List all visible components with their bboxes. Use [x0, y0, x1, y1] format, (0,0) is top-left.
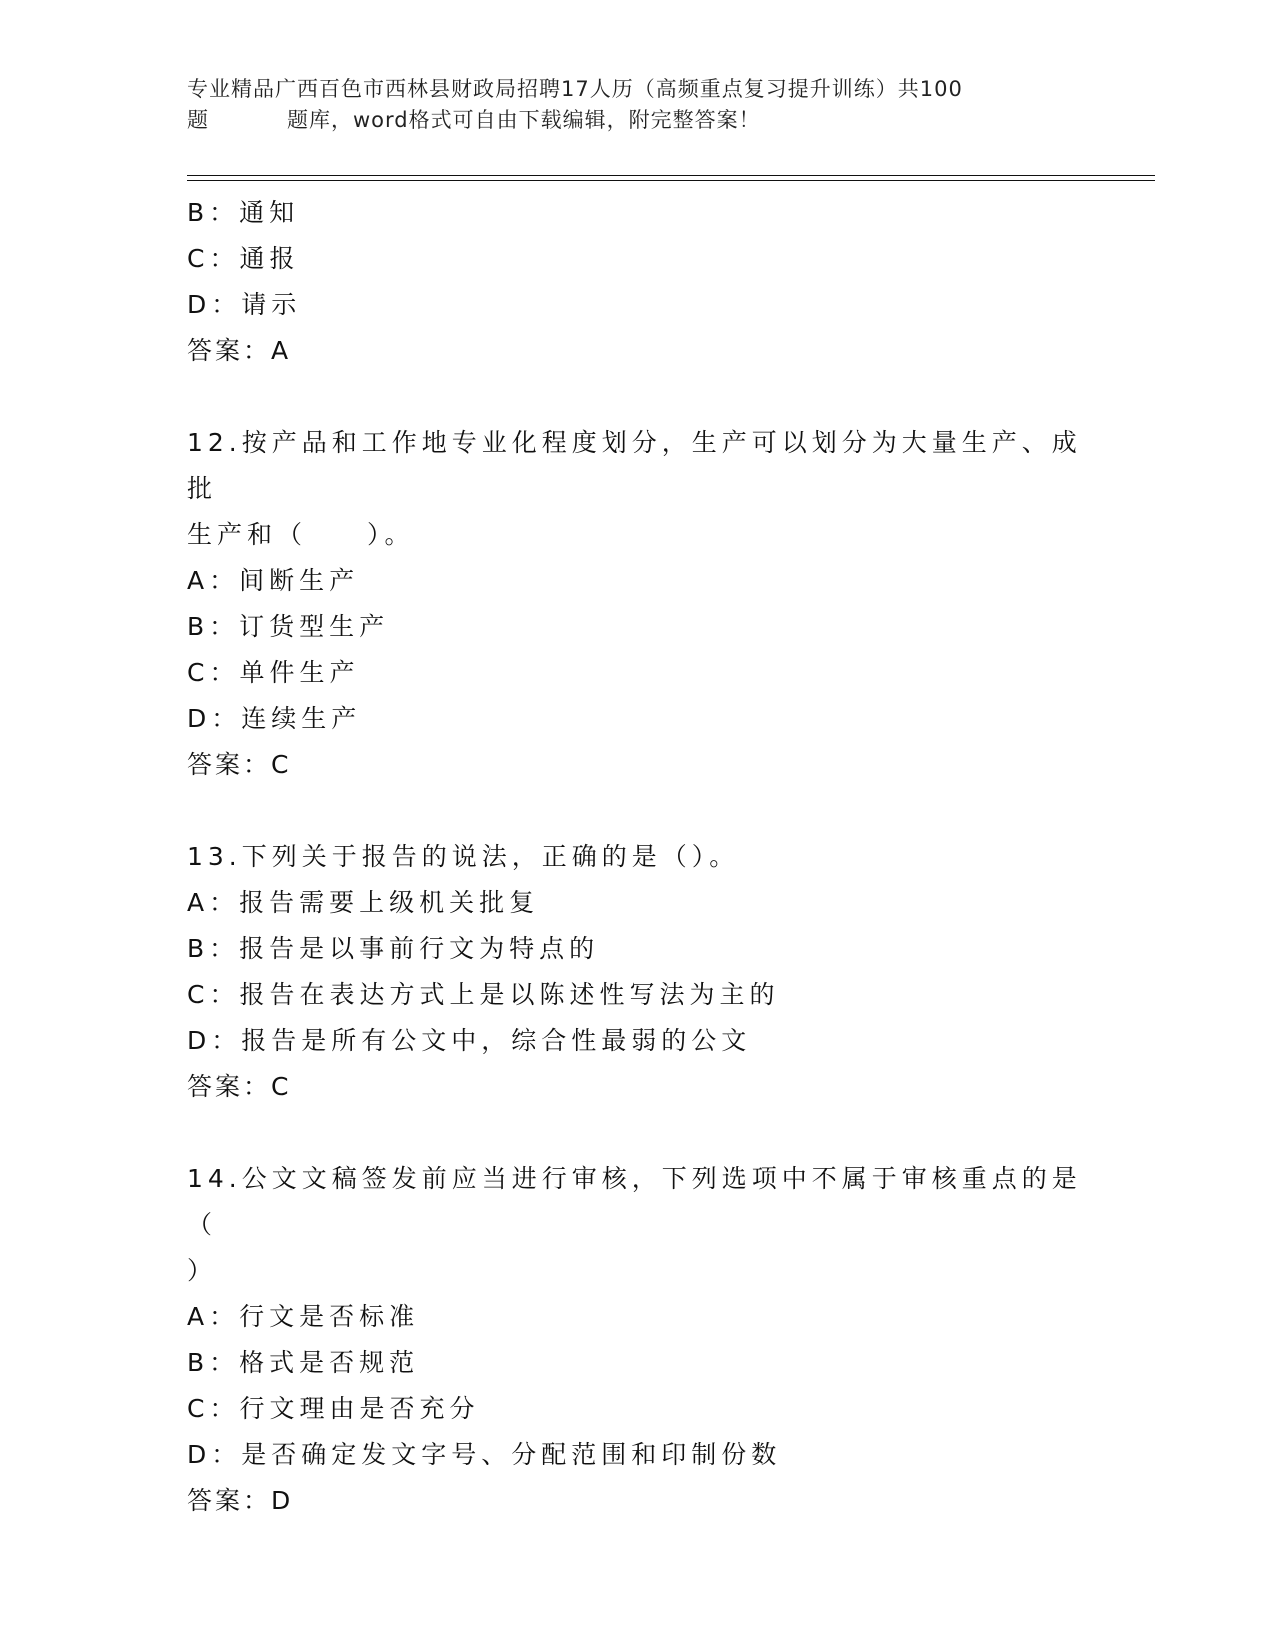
header-rule-top [187, 175, 1155, 176]
option-c: C：行文理由是否充分 [187, 1394, 480, 1423]
header-title-line2-right: 题库，word格式可自由下载编辑，附完整答案！ [287, 108, 761, 132]
question-14 [187, 1156, 1087, 1524]
option-d: D：连续生产 [187, 704, 362, 733]
option-d: D：报告是所有公文中，综合性最弱的公文 [187, 1026, 752, 1055]
option-a: A：行文是否标准 [187, 1302, 420, 1331]
question-fragment [187, 190, 1087, 374]
answer: 答案：D [187, 1486, 294, 1515]
question-stem-line1: 13.下列关于报告的说法，正确的是（）。 [187, 842, 740, 871]
question-13 [187, 834, 1087, 1110]
question-stem-line1: 14.公文文稿签发前应当进行审核，下列选项中不属于审核重点的是（ [187, 1164, 1082, 1239]
option-b: B：报告是以事前行文为特点的 [187, 934, 600, 963]
answer: 答案：C [187, 1072, 292, 1101]
option-c: C：报告在表达方式上是以陈述性写法为主的 [187, 980, 780, 1009]
answer: 答案：C [187, 750, 292, 779]
option-a: A：报告需要上级机关批复 [187, 888, 540, 917]
header-title-line2 [187, 105, 1087, 136]
header-title-line1: 专业精品广西百色市西林县财政局招聘17人历（高频重点复习提升训练）共100 [187, 77, 963, 101]
option-b: B：订货型生产 [187, 612, 390, 641]
option-b: B：通知 [187, 198, 300, 227]
header-title-line2-left: 题 [187, 108, 209, 132]
header-rule-bottom [187, 180, 1155, 181]
question-stem-line2: ） [187, 1256, 218, 1285]
option-c: C：通报 [187, 244, 300, 273]
option-b: B：格式是否规范 [187, 1348, 420, 1377]
option-a: A：间断生产 [187, 566, 360, 595]
question-12 [187, 420, 1087, 788]
question-stem-line1: 12.按产品和工作地专业化程度划分，生产可以划分为大量生产、成批 [187, 428, 1082, 503]
page-header [187, 74, 1087, 136]
option-d: D：是否确定发文字号、分配范围和印制份数 [187, 1440, 782, 1469]
option-c: C：单件生产 [187, 658, 360, 687]
question-stem-line2: 生产和（ ）。 [187, 520, 415, 549]
answer: 答案：A [187, 336, 292, 365]
option-d: D：请示 [187, 290, 302, 319]
question-list [187, 190, 1087, 1524]
